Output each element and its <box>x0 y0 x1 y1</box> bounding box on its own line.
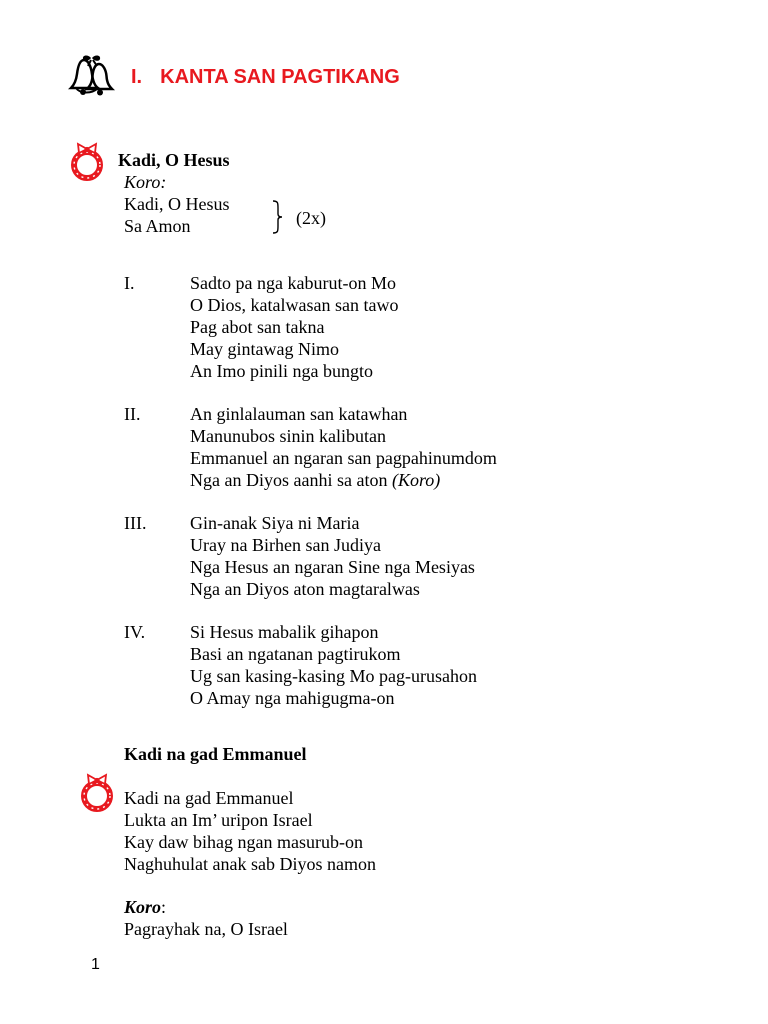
verse-line: Lukta an Im’ uripon Israel <box>124 810 313 830</box>
chorus-line: Kadi, O Hesus <box>124 194 230 214</box>
verse-number: IV. <box>124 622 146 642</box>
verse-line: O Dios, katalwasan san tawo <box>190 295 399 315</box>
page-number: 1 <box>91 956 100 973</box>
verse-line: Basi an ngatanan pagtirukom <box>190 644 401 664</box>
verse-line: Nga Hesus an ngaran Sine nga Mesiyas <box>190 557 475 577</box>
verse-number: I. <box>124 273 135 293</box>
verse-number: II. <box>124 404 141 424</box>
chorus-label-text: Koro <box>124 897 162 917</box>
verse-line <box>190 469 497 491</box>
verse-lines <box>124 787 376 875</box>
chorus-lines <box>124 193 230 237</box>
repeat-mark: (2x) <box>296 208 326 228</box>
verse-line-text: Nga an Diyos aanhi sa aton <box>190 470 388 490</box>
chorus-line: Sa Amon <box>124 216 191 236</box>
verse-line: Uray na Birhen san Judiya <box>190 535 381 555</box>
verse-line: An Imo pinili nga bungto <box>190 361 373 381</box>
chorus-cue: (Koro) <box>391 470 441 490</box>
verse-line: Manunubos sinin kalibutan <box>190 426 386 446</box>
verse-line: Si Hesus mabalik gihapon <box>190 622 379 642</box>
christmas-wreath-icon <box>68 141 106 183</box>
verse-lines <box>190 512 475 600</box>
song-title: Kadi na gad Emmanuel <box>124 744 307 764</box>
verse-lines <box>190 272 398 382</box>
verse-line: Sadto pa nga kaburut-on Mo <box>190 273 396 293</box>
chorus-label-colon: : <box>161 897 167 917</box>
verse-number: III. <box>124 513 147 533</box>
section-title: KANTA SAN PAGTIKANG <box>160 66 400 88</box>
verse-line: May gintawag Nimo <box>190 339 339 359</box>
chorus-lines <box>124 918 288 940</box>
verse-line: Kay daw bihag ngan masurub-on <box>124 832 363 852</box>
verse-line: Pag abot san takna <box>190 317 325 337</box>
section-number: I. <box>131 66 143 88</box>
verse-lines <box>190 621 477 709</box>
verse-line: Ug san kasing-kasing Mo pag-urusahon <box>190 666 477 686</box>
christmas-bells-icon <box>68 54 124 100</box>
chorus-label: Koro: <box>124 172 167 192</box>
verse-line: An ginlalauman san katawhan <box>190 404 408 424</box>
chorus-label <box>124 896 166 918</box>
christmas-wreath-icon <box>78 772 116 814</box>
right-brace <box>270 199 286 235</box>
song-title: Kadi, O Hesus <box>118 150 230 170</box>
verse-line: Nga an Diyos aton magtaralwas <box>190 579 420 599</box>
verse-line: O Amay nga mahigugma-on <box>190 688 395 708</box>
verse-lines <box>190 403 497 491</box>
section-heading <box>131 66 400 89</box>
verse-line: Gin-anak Siya ni Maria <box>190 513 360 533</box>
verse-line: Naghuhulat anak sab Diyos namon <box>124 854 376 874</box>
verse-line: Emmanuel an ngaran san pagpahinumdom <box>190 448 497 468</box>
chorus-line: Pagrayhak na, O Israel <box>124 919 288 939</box>
verse-line: Kadi na gad Emmanuel <box>124 788 294 808</box>
